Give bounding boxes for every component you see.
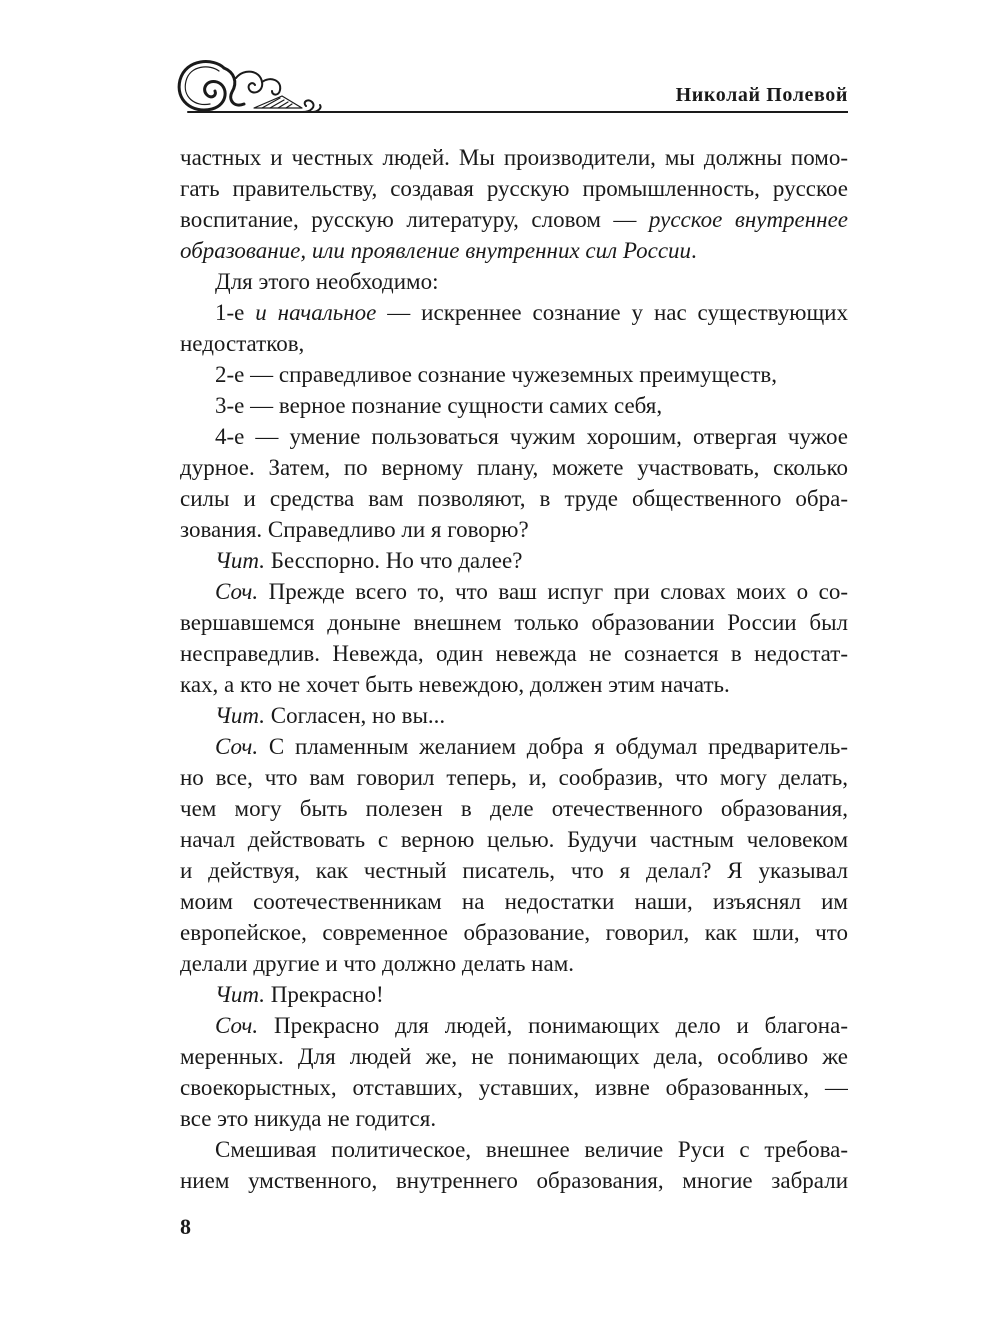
italic-text: образование, или проявление внутренних сил России <box>180 238 692 263</box>
paragraph <box>180 297 848 359</box>
text-segment: несправедлив. Невежда, один невежда не сознается в недостат- <box>180 641 848 666</box>
text-line <box>180 1103 848 1134</box>
paragraph <box>180 390 848 421</box>
text-segment: Согласен, но вы... <box>265 703 446 728</box>
text-line <box>180 1041 848 1072</box>
text-segment: 2-е — справедливое сознание чужеземных преимуществ, <box>215 362 777 387</box>
text-segment: недостатков, <box>180 331 305 356</box>
text-line <box>180 731 848 762</box>
text-line <box>180 297 848 328</box>
text-segment: . <box>691 238 697 263</box>
text-line <box>180 762 848 793</box>
body-text <box>180 142 848 1196</box>
text-segment: Прекрасно для людей, понимающих дело и благона- <box>258 1013 848 1038</box>
text-segment: Для этого необходимо: <box>215 269 439 294</box>
text-segment: чем могу быть полезен в деле отечественного образования, <box>180 796 848 821</box>
text-line <box>180 359 848 390</box>
text-line <box>180 142 848 173</box>
text-line <box>180 1010 848 1041</box>
text-line <box>180 1072 848 1103</box>
text-segment: начал действовать с верною целью. Будучи частным человеком <box>180 827 848 852</box>
text-segment: 3-е — верное познание сущности самих себя, <box>215 393 663 418</box>
paragraph <box>180 700 848 731</box>
paragraph <box>180 1134 848 1196</box>
text-segment: — искреннее сознание у нас существующих <box>376 300 848 325</box>
text-segment: но все, что вам говорил теперь, и, сообразив, что могу делать, <box>180 765 848 790</box>
text-segment: все это никуда не годится. <box>180 1106 437 1131</box>
text-segment: дурное. Затем, по верному плану, можете участвовать, сколько <box>180 455 848 480</box>
text-segment: вершавшемся доныне внешнем только образовании России был <box>180 610 848 635</box>
italic-text: русское внутреннее <box>648 207 848 232</box>
paragraph <box>180 545 848 576</box>
text-line <box>180 793 848 824</box>
text-line <box>180 173 848 204</box>
text-segment: меренных. Для людей же, не понимающих дела, особливо же <box>180 1044 848 1069</box>
italic-text: Соч. <box>215 579 259 604</box>
paragraph <box>180 266 848 297</box>
text-segment: Смешивая политическое, внешнее величие Руси с требова- <box>215 1137 848 1162</box>
page-number: 8 <box>180 1214 191 1239</box>
text-segment: воспитание, русскую литературу, словом — <box>180 207 649 232</box>
text-line <box>180 390 848 421</box>
text-line <box>180 979 848 1010</box>
text-segment: силы и средства вам позволяют, в труде общественного обра- <box>180 486 848 511</box>
text-segment: Прекрасно! <box>265 982 384 1007</box>
text-line <box>180 607 848 638</box>
text-segment: 4-е — умение пользоваться чужим хорошим, отвергая чужое <box>215 424 848 449</box>
text-segment: С пламенным желанием добра я обдумал предваритель- <box>258 734 848 759</box>
text-line <box>180 855 848 886</box>
italic-text: Соч. <box>215 1013 259 1038</box>
text-line <box>180 545 848 576</box>
text-segment: Бесспорно. Но что далее? <box>265 548 523 573</box>
italic-text: Соч. <box>215 734 259 759</box>
text-segment: нием умственного, внутреннего образования, многие забрали <box>180 1168 848 1193</box>
paragraph <box>180 1010 848 1134</box>
text-line <box>180 421 848 452</box>
italic-text: Чит. <box>215 548 265 573</box>
text-line <box>180 204 848 235</box>
text-segment: ках, а кто не хочет быть невеждою, должен этим начать. <box>180 672 730 697</box>
italic-text: и начальное <box>255 300 377 325</box>
text-line <box>180 576 848 607</box>
text-segment: 1-е <box>215 300 256 325</box>
paragraph <box>180 576 848 700</box>
text-line <box>180 328 848 359</box>
text-line <box>180 1134 848 1165</box>
text-line <box>180 886 848 917</box>
text-line <box>180 1165 848 1196</box>
paragraph <box>180 979 848 1010</box>
paragraph <box>180 359 848 390</box>
ornament-icon <box>174 56 324 116</box>
text-line <box>180 514 848 545</box>
text-line <box>180 452 848 483</box>
text-line <box>180 700 848 731</box>
text-segment: гать правительству, создавая русскую промышленность, русское <box>180 176 848 201</box>
text-segment: зования. Справедливо ли я говорю? <box>180 517 529 542</box>
paragraph <box>180 421 848 545</box>
text-line <box>180 235 848 266</box>
text-segment: моим соотечественникам на недостатки наши, изъяснял им <box>180 889 848 914</box>
header-divider <box>236 111 848 113</box>
running-header-author: Николай Полевой <box>675 84 848 106</box>
text-line <box>180 638 848 669</box>
text-segment: делали другие и что должно делать нам. <box>180 951 574 976</box>
text-segment: и действуя, как честный писатель, что я делал? Я указывал <box>180 858 848 883</box>
text-segment: Прежде всего то, что ваш испуг при словах моих о со- <box>258 579 848 604</box>
text-line <box>180 266 848 297</box>
text-line <box>180 917 848 948</box>
italic-text: Чит. <box>215 703 265 728</box>
text-line <box>180 483 848 514</box>
text-segment: частных и честных людей. Мы производители, мы должны помо- <box>180 145 848 170</box>
paragraph <box>180 142 848 266</box>
text-segment: своекорыстных, отставших, уставших, извне образованных, — <box>180 1075 848 1100</box>
italic-text: Чит. <box>215 982 265 1007</box>
text-line <box>180 824 848 855</box>
text-line <box>180 948 848 979</box>
paragraph <box>180 731 848 979</box>
text-segment: европейское, современное образование, говорил, как шли, что <box>180 920 848 945</box>
text-line <box>180 669 848 700</box>
